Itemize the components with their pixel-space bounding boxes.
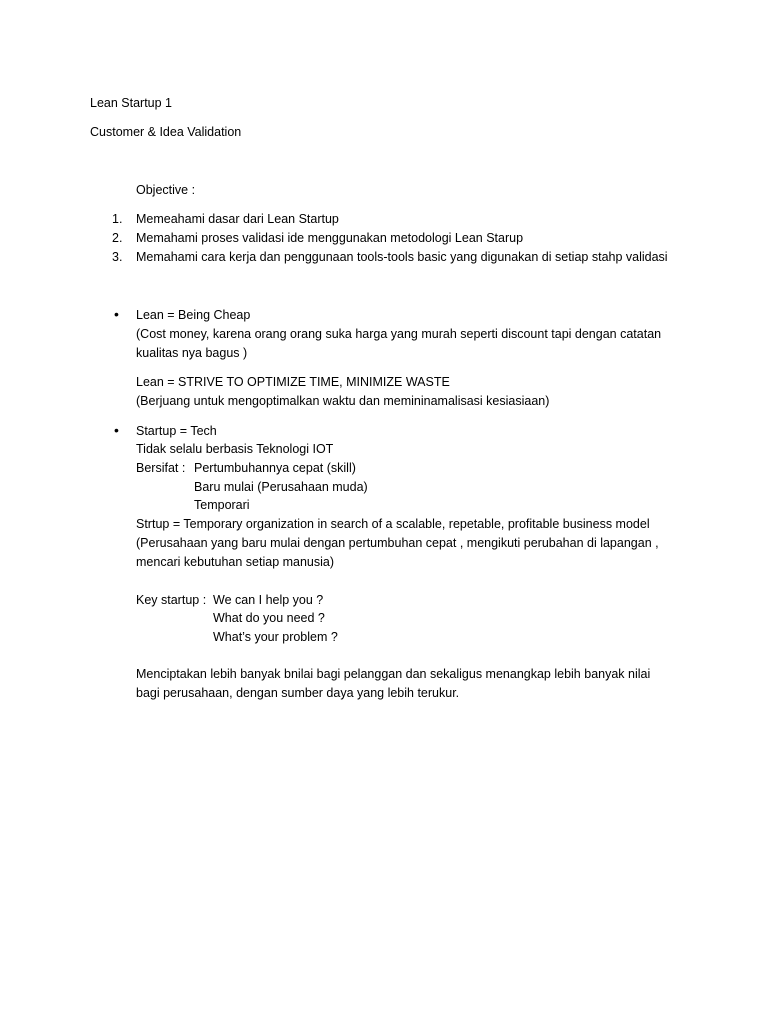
lean-heading: Lean = Being Cheap [136,308,251,322]
objective-number: 3. [112,250,123,264]
lean-description: kualitas nya bagus ) [136,346,248,360]
startup-definition: Strtup = Temporary organization in search of a scalable, repetable, profitable business model [136,517,650,531]
objective-label: Objective : [136,183,196,197]
bersifat-label: Bersifat : [136,461,186,475]
bersifat-item: Pertumbuhannya cepat (skill) [194,461,356,475]
startup-definition-translation: (Perusahaan yang baru mulai dengan pertumbuhan cepat , mengikuti perubahan di lapangan , [136,536,659,550]
startup-definition-translation: mencari kebutuhan setiap manusia) [136,555,335,569]
objective-number: 1. [112,212,123,226]
doc-subtitle: Customer & Idea Validation [90,125,242,139]
bersifat-item: Temporari [194,498,250,512]
bullet-marker: • [114,422,119,438]
key-startup-item: We can I help you ? [213,593,324,607]
key-startup-label: Key startup : [136,593,207,607]
closing-paragraph: bagi perusahaan, dengan sumber daya yang lebih terukur. [136,686,460,700]
startup-heading: Startup = Tech [136,424,217,438]
bersifat-item: Baru mulai (Perusahaan muda) [194,480,368,494]
bullet-marker: • [114,306,119,322]
key-startup-item: What’s your problem ? [213,630,338,644]
objective-number: 2. [112,231,123,245]
doc-title: Lean Startup 1 [90,96,173,110]
key-startup-item: What do you need ? [213,611,325,625]
lean-definition-translation: (Berjuang untuk mengoptimalkan waktu dan memininamalisasi kesiasiaan) [136,394,550,408]
lean-definition: Lean = STRIVE TO OPTIMIZE TIME, MINIMIZE WASTE [136,375,450,389]
closing-paragraph: Menciptakan lebih banyak bnilai bagi pelanggan dan sekaligus menangkap lebih banyak nilai [136,667,651,681]
objective-item: Memahami cara kerja dan penggunaan tools-tools basic yang digunakan di setiap stahp validasi [136,250,668,264]
objective-item: Memahami proses validasi ide menggunakan metodologi Lean Starup [136,231,524,245]
objective-item: Memeahami dasar dari Lean Startup [136,212,339,226]
startup-line: Tidak selalu berbasis Teknologi IOT [136,442,334,456]
lean-description: (Cost money, karena orang orang suka harga yang murah seperti discount tapi dengan catatan [136,327,662,341]
